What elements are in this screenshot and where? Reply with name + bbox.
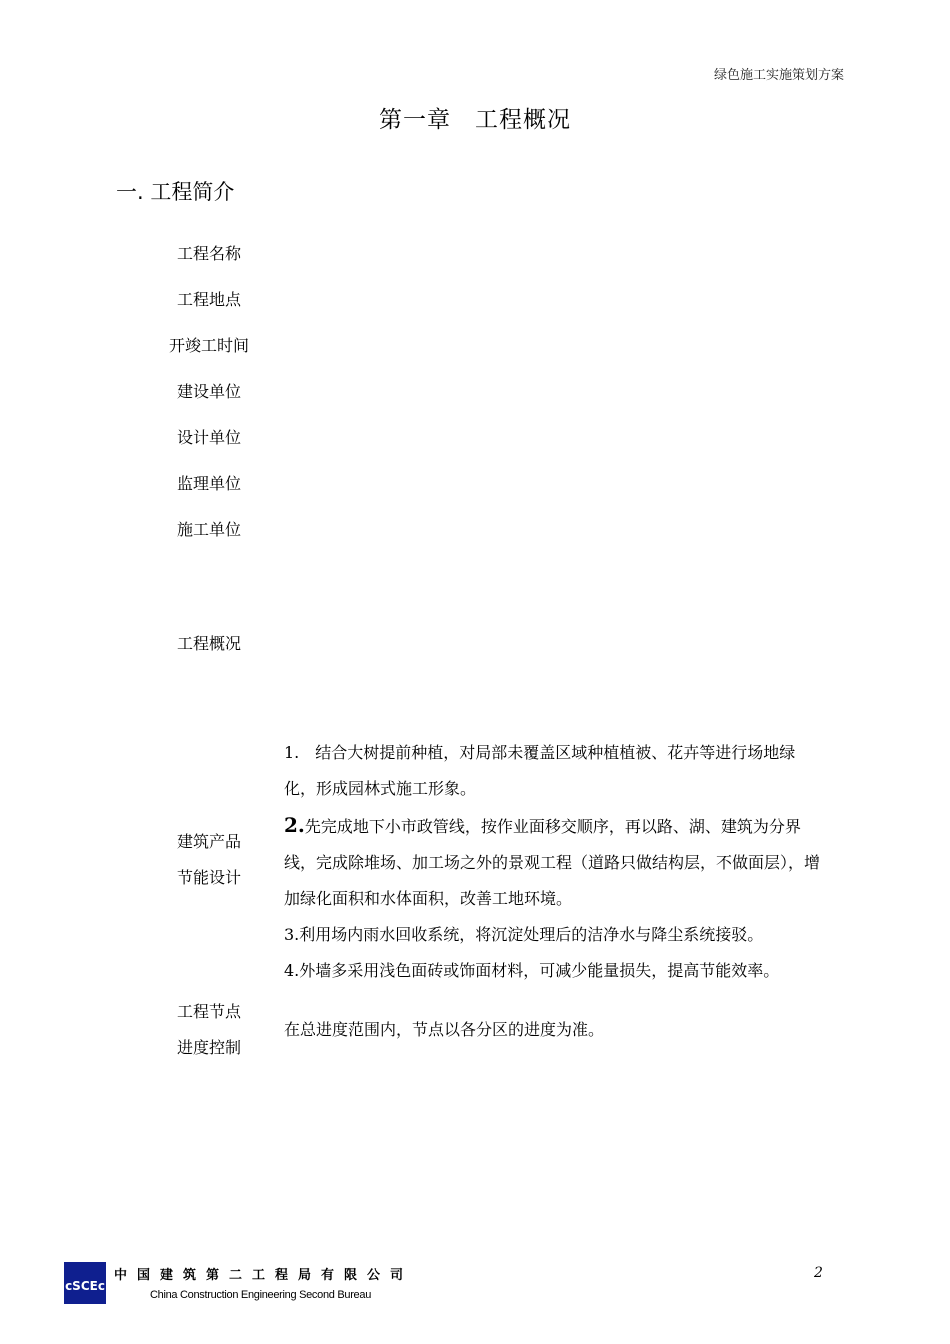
chapter-title: 第一章 工程概况 <box>379 107 571 133</box>
energy-item-2-text: 先完成地下小市政管线，按作业面移交顺序，再以路、湖、建筑为分界线，完成除堆场、加工场之外的景观工程（道路只做结构层，不做面层），增加绿化面积和水体面积，改善工地环境。 <box>284 817 821 908</box>
label-project-overview: 工程概况 <box>176 634 241 653</box>
label-schedule-line1: 工程节点 <box>176 1002 241 1021</box>
schedule-content: 在总进度范围内，节点以各分区的进度为准。 <box>284 1020 605 1039</box>
label-supervisor: 监理单位 <box>176 474 241 493</box>
label-project-location: 工程地点 <box>176 290 241 309</box>
label-energy-design-line1: 建筑产品 <box>176 832 241 851</box>
label-start-end-time: 开竣工时间 <box>168 336 249 355</box>
logo-text: cSCEc <box>65 1279 105 1293</box>
page-number: 2 <box>814 1265 823 1281</box>
company-logo-icon <box>64 1262 106 1304</box>
footer-company-cn: 中国建筑第二工程局有限公司 <box>114 1268 414 1283</box>
energy-item-3: 3.利用场内雨水回收系统，将沉淀处理后的洁净水与降尘系统接驳。 <box>284 925 764 944</box>
label-project-name: 工程名称 <box>176 244 241 263</box>
footer-company-en: China Construction Engineering Second Bureau <box>150 1289 372 1301</box>
label-schedule-line2: 进度控制 <box>176 1038 241 1057</box>
energy-item-1: 1. 结合大树提前种植，对局部未覆盖区域种植植被、花卉等进行场地绿化，形成园林式施工形象。 <box>284 743 796 798</box>
energy-item-2-number: 2. <box>284 813 305 837</box>
running-header: 绿色施工实施策划方案 <box>713 68 844 83</box>
energy-item-2 <box>284 807 824 917</box>
label-designer: 设计单位 <box>176 428 241 447</box>
section-heading: 一. 工程简介 <box>116 180 235 204</box>
label-energy-design-line2: 节能设计 <box>176 868 241 887</box>
label-contractor: 施工单位 <box>176 520 241 539</box>
energy-item-4: 4.外墙多采用浅色面砖或饰面材料，可减少能量损失，提高节能效率。 <box>284 961 780 980</box>
energy-design-content <box>284 735 824 989</box>
label-energy-design <box>149 824 269 896</box>
label-owner: 建设单位 <box>176 382 241 401</box>
label-schedule-control <box>149 994 269 1066</box>
